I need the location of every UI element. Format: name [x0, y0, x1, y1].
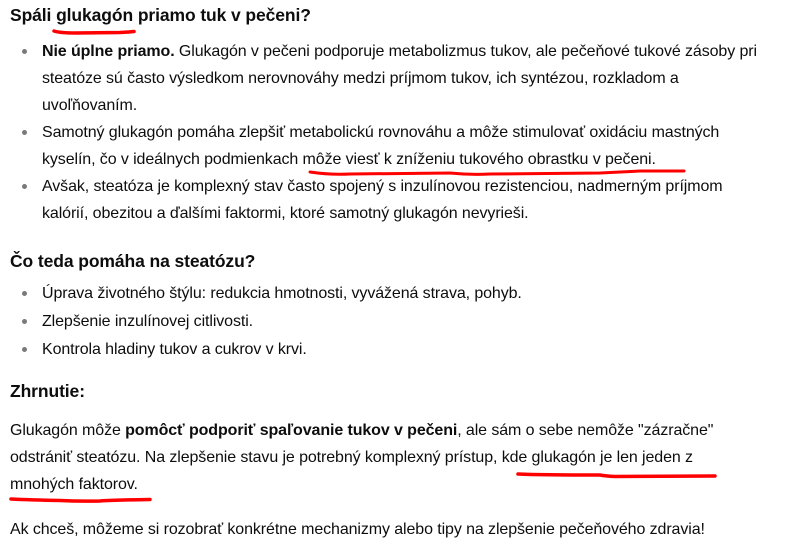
bullet-list-glucagon — [10, 38, 770, 227]
list-item — [10, 308, 770, 335]
heading-summary — [10, 378, 85, 405]
bullet-dot-icon — [22, 130, 27, 135]
list-item-text: Samotný glukagón pomáha zlepšiť metabolickú rovnováhu a môže stimulovať oxidáciu mastných kyselín, čo v ideálnych podmienkach — [42, 124, 720, 168]
closing-text: Ak chceš, môžeme si rozobrať konkrétne mechanizmy alebo tipy na zlepšenie pečeňového zdravia! — [10, 521, 705, 538]
list-item — [10, 173, 770, 227]
heading-text: Čo teda pomáha na steatózu? — [10, 251, 256, 271]
underlined-phrase: kde glukagón je len jeden z mnohých faktorov. — [10, 449, 693, 493]
summary-text: Glukagón môže — [10, 422, 126, 439]
red-underline-glukagon — [54, 31, 134, 33]
bold-lead: Nie úplne priamo. — [42, 43, 175, 60]
list-item — [10, 280, 770, 307]
underlined-phrase: môže viesť k zníženiu tukového obrastku v pečeni. — [302, 151, 656, 168]
summary-text: , ale sám o sebe nemôže "zázračne" odstrániť steatózu. Na zlepšenie stavu je potrebný komplexný prístup, — [10, 422, 714, 466]
list-item-text: Glukagón v pečeni podporuje metabolizmus tukov, ale pečeňové tukové zásoby pri steatóze sú často výsledkom nerovnováhy medzi príjmom tukov, ich syntézou, rozkladom a uvoľňovaním. — [42, 43, 757, 114]
list-item — [10, 119, 770, 173]
list-item-text: Úprava životného štýlu: redukcia hmotnosti, vyvážená strava, pohyb. — [42, 285, 522, 302]
list-item — [10, 38, 770, 119]
red-underline-many-factors — [11, 499, 150, 501]
heading-glucagon-burns-fat — [10, 2, 311, 29]
heading-text: Spáli glukagón priamo tuk v pečeni? — [10, 5, 311, 25]
list-item — [10, 336, 770, 363]
bullet-dot-icon — [22, 347, 27, 352]
summary-paragraph — [10, 417, 730, 498]
bullet-list-remedies — [10, 280, 770, 364]
heading-text: Zhrnutie: — [10, 381, 85, 401]
bullet-dot-icon — [22, 49, 27, 54]
heading-what-helps-steatosis — [10, 248, 255, 275]
bullet-dot-icon — [22, 291, 27, 296]
bullet-dot-icon — [22, 319, 27, 324]
summary-bold: pomôcť podporiť spaľovanie tukov v pečeni — [125, 422, 458, 439]
closing-paragraph — [10, 516, 790, 543]
list-item-text: Zlepšenie inzulínovej citlivosti. — [42, 313, 254, 330]
list-item-text: Avšak, steatóza je komplexný stav často spojený s inzulínovou rezistenciou, nadmerným príjmom kalórií, obezitou a ďalšími faktormi, ktoré samotný glukagón nevyrieši. — [42, 178, 723, 222]
bullet-dot-icon — [22, 184, 27, 189]
list-item-text: Kontrola hladiny tukov a cukrov v krvi. — [42, 341, 307, 358]
